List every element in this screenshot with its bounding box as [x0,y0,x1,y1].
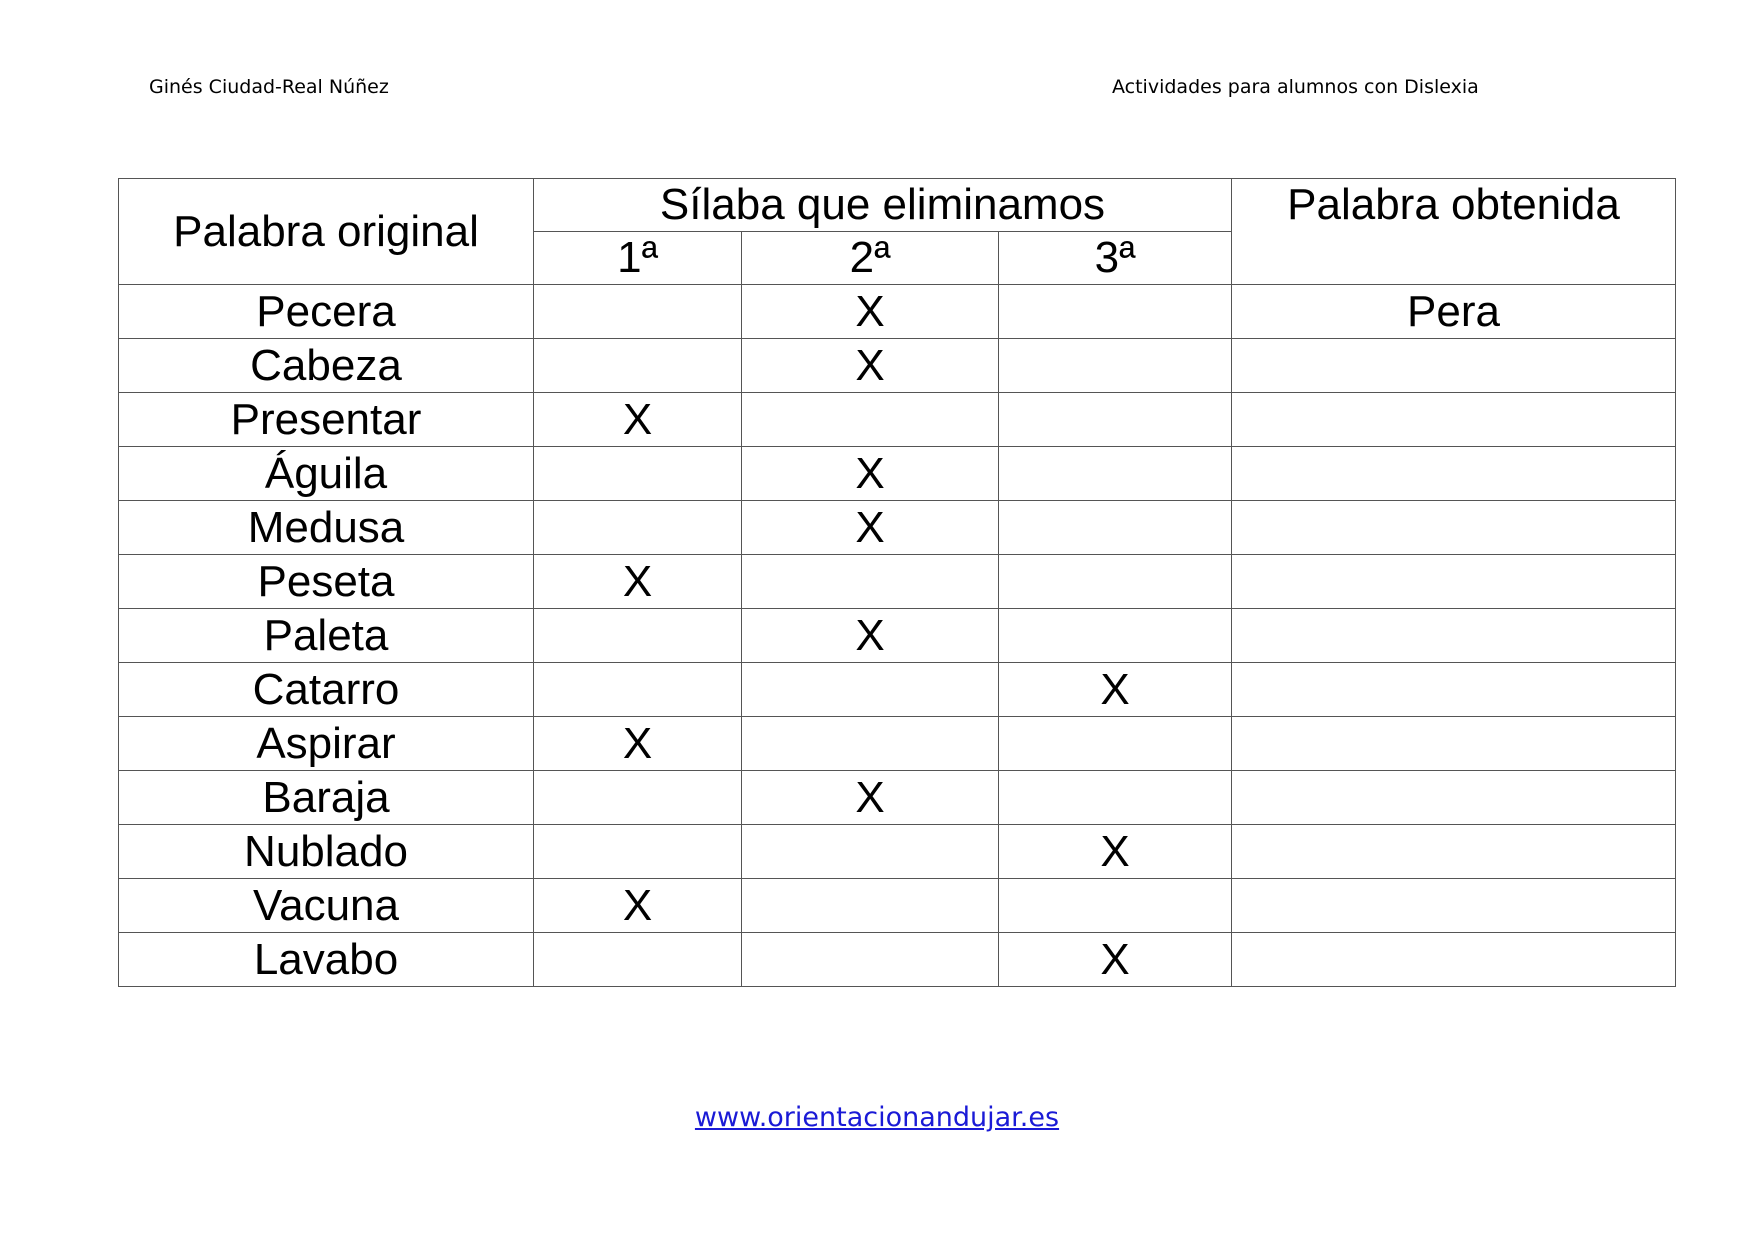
syllable-1-cell [534,771,742,825]
table-row [119,447,1676,501]
syllable-2-cell: X [742,285,999,339]
table-row [119,555,1676,609]
word-cell: Vacuna [119,879,534,933]
table-row [119,285,1676,339]
syllable-2-cell: X [742,771,999,825]
result-cell[interactable] [1232,501,1676,555]
result-cell[interactable] [1232,933,1676,987]
footer [0,1102,1754,1133]
result-cell[interactable] [1232,825,1676,879]
result-cell[interactable] [1232,393,1676,447]
syllable-2-cell: X [742,339,999,393]
syllable-3-cell: X [999,825,1232,879]
syllable-2-cell [742,933,999,987]
word-cell: Cabeza [119,339,534,393]
syllable-3-cell [999,879,1232,933]
syllable-3-cell: X [999,933,1232,987]
syllable-2-cell: X [742,609,999,663]
word-cell: Peseta [119,555,534,609]
word-cell: Águila [119,447,534,501]
syllable-2-cell: X [742,501,999,555]
table-row [119,717,1676,771]
table-row [119,933,1676,987]
syllable-1-cell [534,501,742,555]
syllable-3-cell [999,555,1232,609]
syllable-1-cell [534,339,742,393]
word-cell: Catarro [119,663,534,717]
result-cell[interactable] [1232,771,1676,825]
table-row [119,771,1676,825]
header-author: Ginés Ciudad-Real Núñez [149,76,389,98]
header-position-3: 3ª [999,232,1232,285]
table-row [119,879,1676,933]
result-cell[interactable] [1232,339,1676,393]
syllable-3-cell [999,285,1232,339]
syllable-3-cell: X [999,663,1232,717]
result-cell[interactable] [1232,447,1676,501]
table-header-row [119,179,1676,232]
syllable-2-cell [742,663,999,717]
syllable-3-cell [999,393,1232,447]
syllable-3-cell [999,609,1232,663]
table-row [119,609,1676,663]
header-position-1: 1ª [534,232,742,285]
syllable-1-cell [534,285,742,339]
word-cell: Baraja [119,771,534,825]
syllable-1-cell: X [534,717,742,771]
syllable-3-cell [999,501,1232,555]
table-row [119,663,1676,717]
word-cell: Nublado [119,825,534,879]
table-row [119,501,1676,555]
syllable-1-cell [534,825,742,879]
syllable-3-cell [999,771,1232,825]
word-cell: Medusa [119,501,534,555]
result-cell[interactable] [1232,663,1676,717]
header-position-2: 2ª [742,232,999,285]
syllable-1-cell: X [534,393,742,447]
word-cell: Paleta [119,609,534,663]
website-link[interactable]: www.orientacionandujar.es [694,1102,1060,1133]
syllable-2-cell [742,825,999,879]
result-cell[interactable] [1232,717,1676,771]
syllable-2-cell [742,717,999,771]
syllable-1-cell [534,933,742,987]
syllable-1-cell [534,609,742,663]
table-row [119,825,1676,879]
syllable-2-cell: X [742,447,999,501]
syllable-2-cell [742,393,999,447]
syllable-2-cell [742,555,999,609]
syllable-1-cell: X [534,555,742,609]
syllable-3-cell [999,339,1232,393]
result-cell[interactable] [1232,555,1676,609]
syllable-3-cell [999,447,1232,501]
word-cell: Aspirar [119,717,534,771]
header-subject: Actividades para alumnos con Dislexia [1112,76,1479,98]
syllable-3-cell [999,717,1232,771]
syllable-1-cell [534,447,742,501]
word-cell: Presentar [119,393,534,447]
syllable-1-cell: X [534,879,742,933]
table-row [119,393,1676,447]
result-cell[interactable] [1232,609,1676,663]
result-cell[interactable] [1232,879,1676,933]
header-obtained-word: Palabra obtenida [1232,179,1676,285]
syllable-2-cell [742,879,999,933]
table-row [119,339,1676,393]
header-removed-syllable: Sílaba que eliminamos [534,179,1232,232]
syllable-worksheet-table [118,178,1676,987]
syllable-1-cell [534,663,742,717]
word-cell: Pecera [119,285,534,339]
header-original-word: Palabra original [119,179,534,285]
word-cell: Lavabo [119,933,534,987]
result-cell[interactable]: Pera [1232,285,1676,339]
